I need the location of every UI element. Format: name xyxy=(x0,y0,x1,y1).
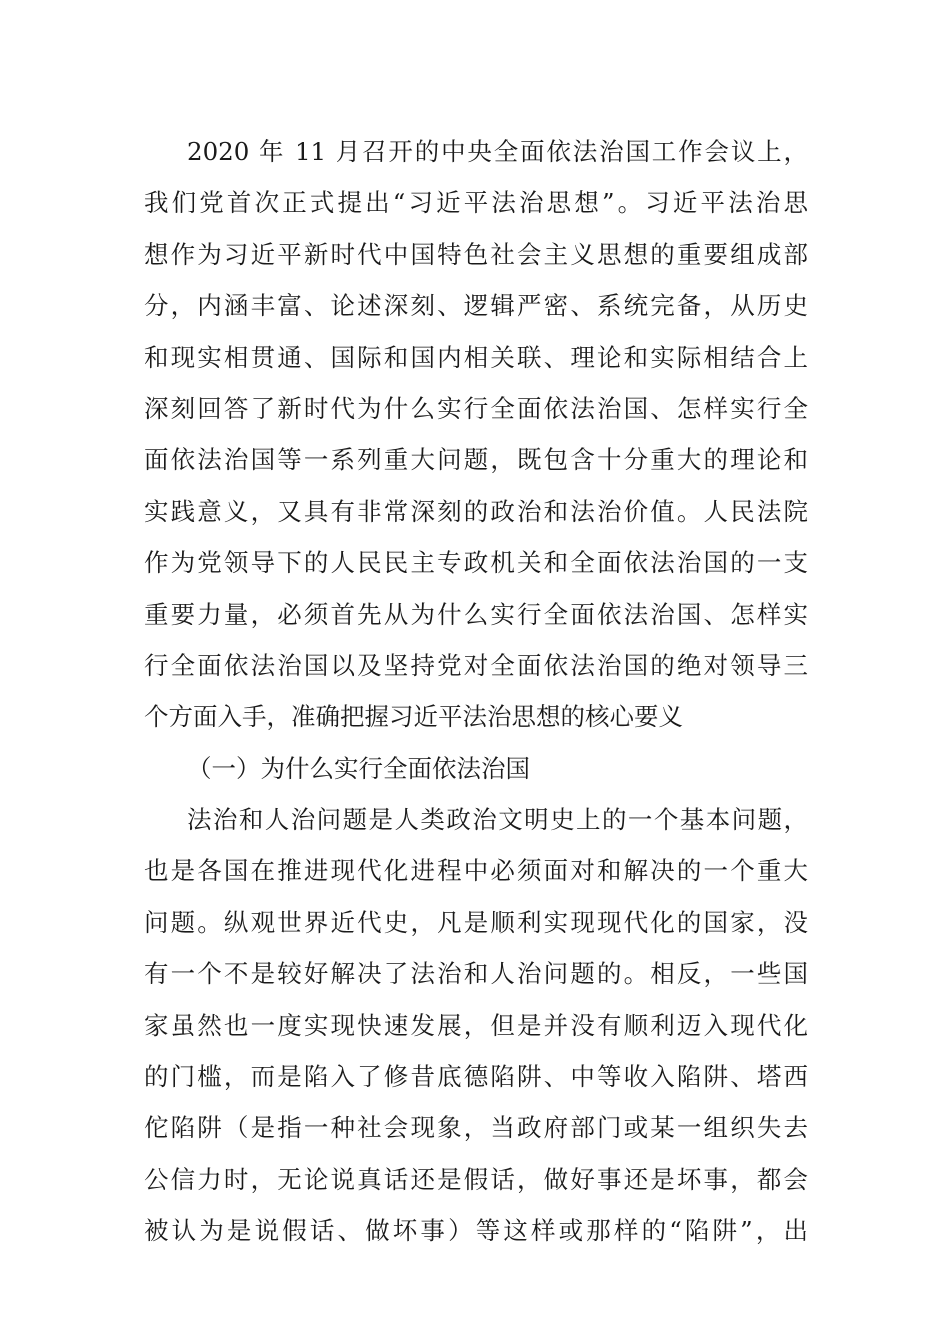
paragraph-intro xyxy=(144,126,808,743)
paragraph-line: 有一个不是较好解决了法治和人治问题的。相反，一些国 xyxy=(144,959,808,989)
paragraph-line: 重要力量，必须首先从为什么实行全面依法治国、怎样实 xyxy=(144,599,808,629)
paragraph-line: 作为党领导下的人民民主专政机关和全面依法治国的一支 xyxy=(144,548,808,578)
paragraph-line: 分，内涵丰富、论述深刻、逻辑严密、系统完备，从历史 xyxy=(144,291,808,321)
paragraph-line: 问题。纵观世界近代史，凡是顺利实现现代化的国家，没 xyxy=(144,907,808,937)
paragraph-line: 被认为是说假话、做坏事）等这样或那样的“陷阱”，出 xyxy=(144,1216,808,1246)
paragraph-line: 2020 年 11 月召开的中央全面依法治国工作会议上， xyxy=(187,137,808,166)
paragraph-line: 和现实相贯通、国际和国内相关联、理论和实际相结合上 xyxy=(144,342,808,372)
paragraph-line: 公信力时，无论说真话还是假话，做好事还是坏事，都会 xyxy=(144,1164,808,1194)
paragraph-rule-of-law xyxy=(144,794,808,1257)
section-heading xyxy=(144,743,808,794)
paragraph-line: 也是各国在推进现代化进程中必须面对和解决的一个重大 xyxy=(144,856,808,886)
paragraph-line: 法治和人治问题是人类政治文明史上的一个基本问题， xyxy=(187,805,808,835)
paragraph-line: 个方面入手，准确把握习近平法治思想的核心要义 xyxy=(144,702,683,732)
paragraph-line: 行全面依法治国以及坚持党对全面依法治国的绝对领导三 xyxy=(144,650,808,680)
document-body xyxy=(144,126,808,1257)
paragraph-line: 深刻回答了新时代为什么实行全面依法治国、怎样实行全 xyxy=(144,393,808,423)
paragraph-line: 面依法治国等一系列重大问题，既包含十分重大的理论和 xyxy=(144,445,808,475)
paragraph-line: 佗陷阱（是指一种社会现象，当政府部门或某一组织失去 xyxy=(144,1113,808,1143)
paragraph-line: 家虽然也一度实现快速发展，但是并没有顺利迈入现代化 xyxy=(144,1010,808,1040)
paragraph-line: 的门槛，而是陷入了修昔底德陷阱、中等收入陷阱、塔西 xyxy=(144,1062,808,1092)
paragraph-line: 实践意义，又具有非常深刻的政治和法治价值。人民法院 xyxy=(144,496,808,526)
section-heading-text: （一）为什么实行全面依法治国 xyxy=(187,753,530,783)
paragraph-line: 我们党首次正式提出“习近平法治思想”。习近平法治思 xyxy=(144,188,808,218)
paragraph-line: 想作为习近平新时代中国特色社会主义思想的重要组成部 xyxy=(144,239,808,269)
